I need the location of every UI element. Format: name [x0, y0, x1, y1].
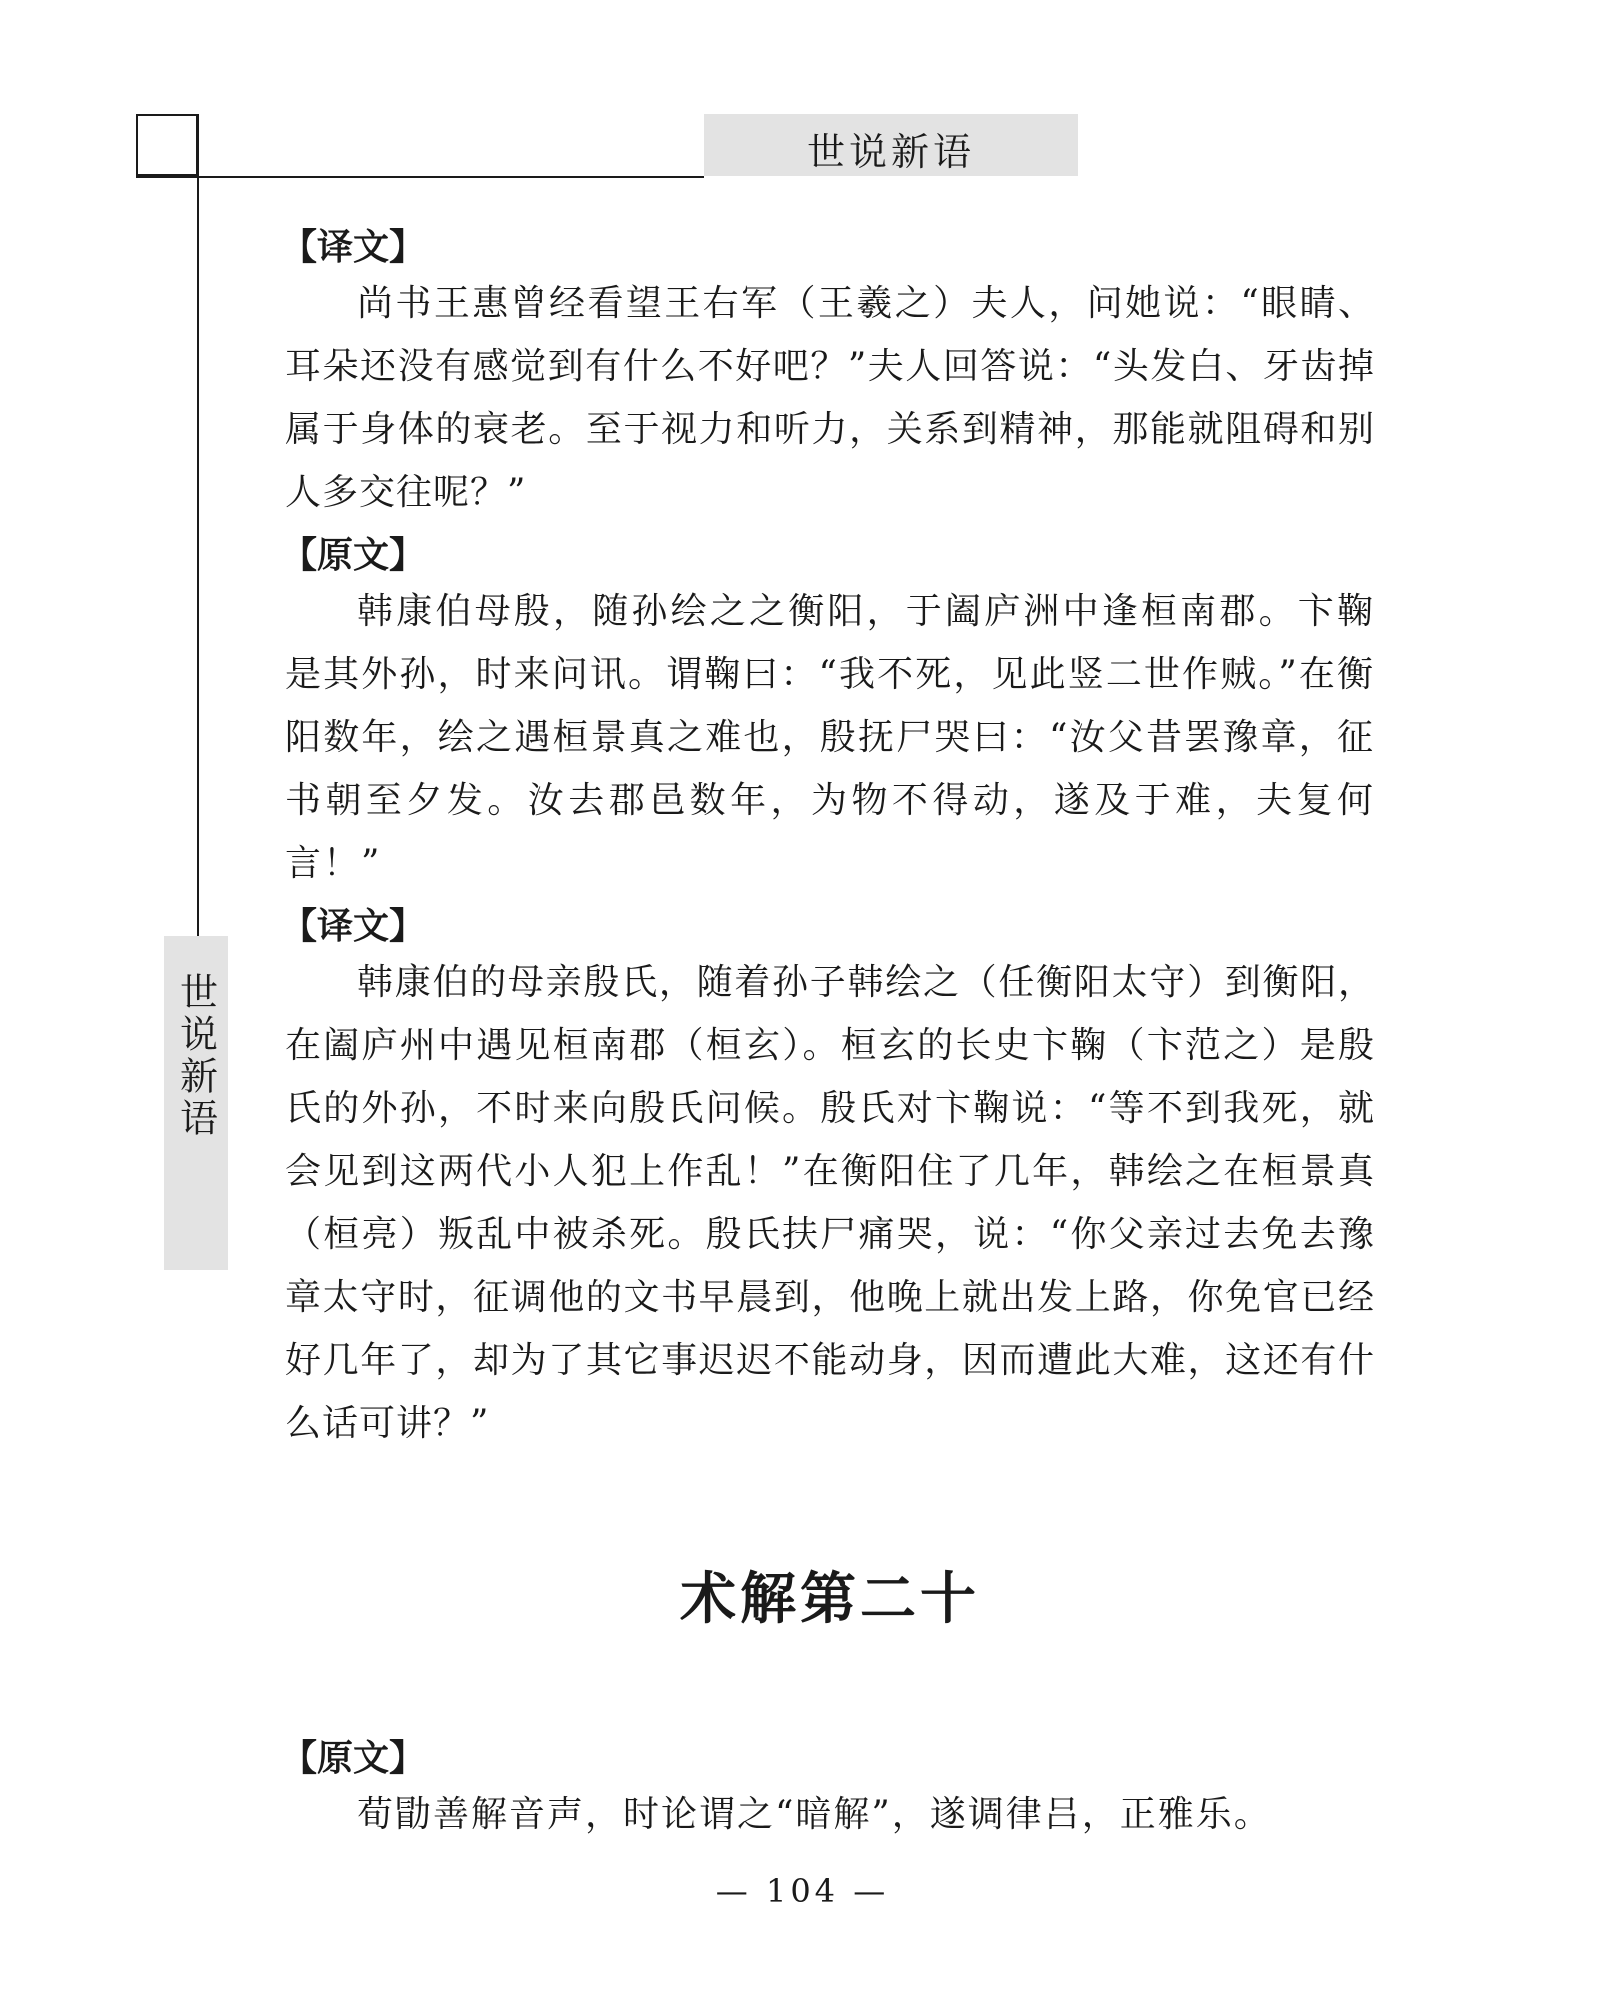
margin-rule-vertical [197, 114, 199, 936]
body-paragraph: 荀勖善解音声，时论谓之“暗解”，遂调律吕，正雅乐。 [357, 1794, 1272, 1835]
header-rule-horizontal [136, 176, 704, 178]
section-label: 【原文】 [281, 1738, 426, 1779]
body-paragraph: 韩康伯母殷，随孙绘之之衡阳，于阖庐洲中逢桓南郡。卞鞠是其外孙，时来问讯。谓鞠曰：“我不死，见此竖二世作贼。”在衡阳数年，绘之遇桓景真之难也，殷抚尸哭曰：“汝父昔罢豫章，征书朝至夕发。汝去郡邑数年，为物不得动，遂及于难，夫复何言！” [285, 591, 1375, 884]
running-header-title: 世说新语 [704, 114, 1078, 176]
page-number: — 104 — [715, 1872, 890, 1910]
section-label: 【原文】 [281, 535, 426, 576]
side-tab [164, 936, 228, 1270]
title-spacer [285, 1639, 1375, 1727]
chapter-title: 术解第二十 [680, 1566, 980, 1632]
section-original-chapter [281, 1735, 1375, 1846]
side-tab-title: 世说新语 [173, 972, 218, 1140]
section-original-1 [281, 532, 1375, 895]
corner-frame-box [136, 114, 198, 176]
section-label: 【译文】 [281, 227, 426, 268]
body-paragraph: 尚书王惠曾经看望王右军（王羲之）夫人，问她说：“眼睛、耳朵还没有感觉到有什么不好吧？”夫人回答说：“头发白、牙齿掉属于身体的衰老。至于视力和听力，关系到精神，那能就阻碍和别人多交往呢？” [285, 283, 1375, 513]
section-translation-2 [281, 903, 1375, 1455]
section-translation-1 [281, 224, 1375, 524]
section-label: 【译文】 [281, 906, 426, 947]
body-paragraph: 韩康伯的母亲殷氏，随着孙子韩绘之（任衡阳太守）到衡阳，在阖庐州中遇见桓南郡（桓玄）。桓玄的长史卞鞠（卞范之）是殷氏的外孙，不时来向殷氏问候。殷氏对卞鞠说：“等不到我死，就会见到这两代小人犯上作乱！”在衡阳住了几年，韩绘之在桓景真（桓亮）叛乱中被杀死。殷氏扶尸痛哭，说：“你父亲过去免去豫章太守时，征调他的文书早晨到，他晚上就出发上路，你免官已经好几年了，却为了其它事迟迟不能动身，因而遭此大难，这还有什么话可讲？” [285, 962, 1375, 1444]
page-content [281, 216, 1375, 1846]
